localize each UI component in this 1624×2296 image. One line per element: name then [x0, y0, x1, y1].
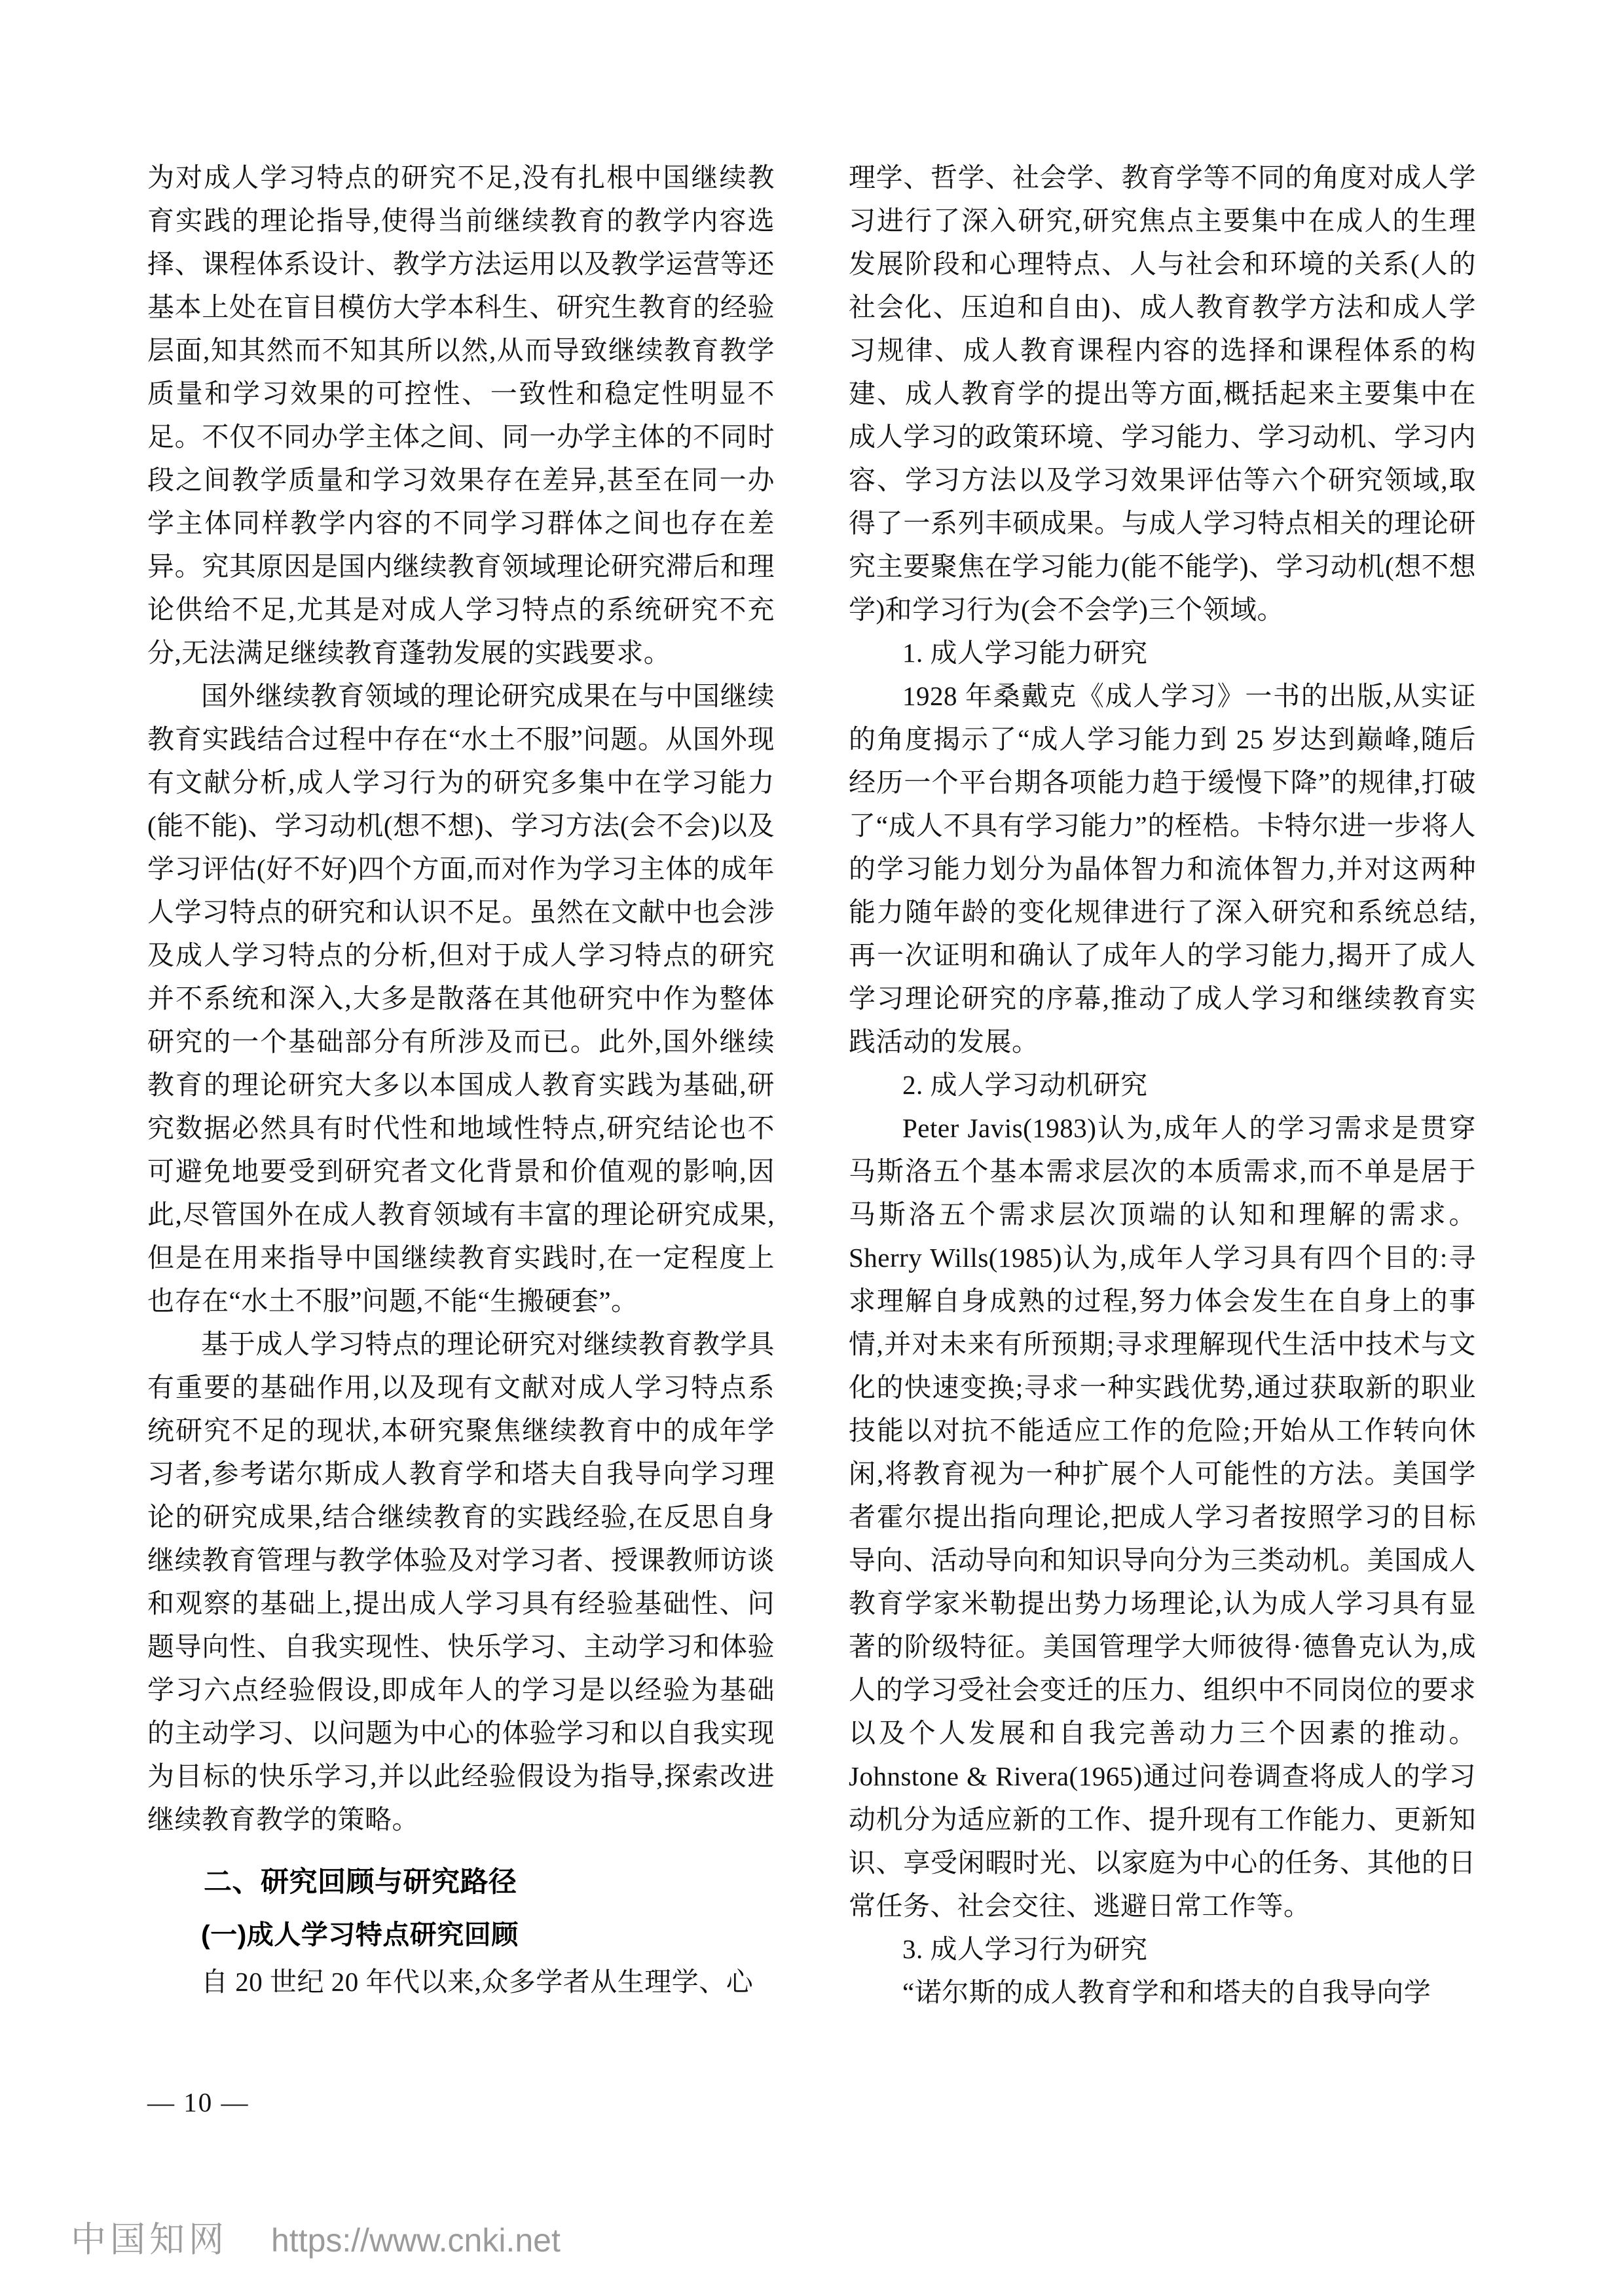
- page-number: — 10 —: [147, 2087, 249, 2117]
- paragraph: 1928 年桑戴克《成人学习》一书的出版,从实证的角度揭示了“成人学习能力到 25 岁达到巅峰,随后经历一个平台期各项能力趋于缓慢下降”的规律,打破了“成人不具有学习能力”的桎梏。卡特尔进一步将人的学习能力划分为晶体智力和流体智力,并对这两种能力随年龄的变化规律进行了深入研究和系统总结,再一次证明和确认了成年人的学习能力,揭开了成人学习理论研究的序幕,推动了成人学习和继续教育实践活动的发展。: [849, 681, 1476, 1057]
- right-column: [849, 156, 1476, 2014]
- paragraph: Peter Javis(1983)认为,成年人的学习需求是贯穿马斯洛五个基本需求层次的本质需求,而不单是居于马斯洛五个需求层次顶端的认知和理解的需求。Sherry Wills(1985)认为,成年人学习具有四个目的:寻求理解自身成熟的过程,努力体会发生在自身上的事情,并对未来有所预期;寻求理解现代生活中技术与文化的快速变换;寻求一种实践优势,通过获取新的职业技能以对抗不能适应工作的危险;开始从工作转向休闲,将教育视为一种扩展个人可能性的方法。美国学者霍尔提出指向理论,把成人学习者按照学习的目标导向、活动导向和知识导向分为三类动机。美国成人教育学家米勒提出势力场理论,认为成人学习具有显著的阶级特征。美国管理学大师彼得·德鲁克认为,成人的学习受社会变迁的压力、组织中不同岗位的要求以及个人发展和自我完善动力三个因素的推动。Johnstone & Rivera(1965)通过问卷调查将成人的学习动机分为适应新的工作、提升现有工作能力、更新知识、享受闲暇时光、以家庭为中心的任务、其他的日常任务、社会交往、逃避日常工作等。: [849, 1113, 1476, 1921]
- paragraph-continuation: 为对成人学习特点的研究不足,没有扎根中国继续教育实践的理论指导,使得当前继续教育的教学内容选择、课程体系设计、教学方法运用以及教学运营等还基本上处在盲目模仿大学本科生、研究生教育的经验层面,知其然而不知其所以然,从而导致继续教育教学质量和学习效果的可控性、一致性和稳定性明显不足。不仅不同办学主体之间、同一办学主体的不同时段之间教学质量和学习效果存在差异,甚至在同一办学主体同样教学内容的不同学习群体之间也存在差异。究其原因是国内继续教育领域理论研究滞后和理论供给不足,尤其是对成人学习特点的系统研究不充分,无法满足继续教育蓬勃发展的实践要求。: [147, 162, 775, 668]
- numbered-subheading: 2. 成人学习动机研究: [902, 1070, 1148, 1100]
- paragraph: 自 20 世纪 20 年代以来,众多学者从生理学、心: [201, 1967, 754, 1997]
- section-heading: 二、研究回顾与研究路径: [204, 1867, 517, 1898]
- cnki-url-text: https://www.cnki.net: [271, 2222, 561, 2259]
- paragraph-continuation: 理学、哲学、社会学、教育学等不同的角度对成人学习进行了深入研究,研究焦点主要集中在成人的生理发展阶段和心理特点、人与社会和环境的关系(人的社会化、压迫和自由)、成人教育教学方法和成人学习规律、成人教育课程内容的选择和课程体系的构建、成人教育学的提出等方面,概括起来主要集中在成人学习的政策环境、学习能力、学习动机、学习内容、学习方法以及学习效果评估等六个研究领域,取得了一系列丰硕成果。与成人学习特点相关的理论研究主要聚焦在学习能力(能不能学)、学习动机(想不想学)和学习行为(会不会学)三个领域。: [849, 162, 1476, 625]
- footer-watermark: [71, 2212, 561, 2262]
- paragraph: 国外继续教育领域的理论研究成果在与中国继续教育实践结合过程中存在“水土不服”问题。从国外现有文献分析,成人学习行为的研究多集中在学习能力(能不能)、学习动机(想不想)、学习方法(会不会)以及学习评估(好不好)四个方面,而对作为学习主体的成年人学习特点的研究和认识不足。虽然在文献中也会涉及成人学习特点的分析,但对于成人学习特点的研究并不系统和深入,大多是散落在其他研究中作为整体研究的一个基础部分有所涉及而已。此外,国外继续教育的理论研究大多以本国成人教育实践为基础,研究数据必然具有时代性和地域性特点,研究结论也不可避免地要受到研究者文化背景和价值观的影响,因此,尽管国外在成人教育领域有丰富的理论研究成果,但是在用来指导中国继续教育实践时,在一定程度上也存在“水土不服”问题,不能“生搬硬套”。: [147, 681, 775, 1316]
- cnki-brand-text: 中国知网: [71, 2220, 228, 2259]
- paragraph: “诺尔斯的成人教育学和和塔夫的自我导向学: [902, 1977, 1431, 2007]
- numbered-subheading: 1. 成人学习能力研究: [902, 638, 1148, 668]
- left-column: [147, 156, 775, 2003]
- numbered-subheading: 3. 成人学习行为研究: [902, 1934, 1148, 1964]
- subsection-heading: (一)成人学习特点研究回顾: [201, 1920, 519, 1950]
- paragraph: 基于成人学习特点的理论研究对继续教育教学具有重要的基础作用,以及现有文献对成人学习特点系统研究不足的现状,本研究聚焦继续教育中的成年学习者,参考诺尔斯成人教育学和塔夫自我导向学习理论的研究成果,结合继续教育的实践经验,在反思自身继续教育管理与教学体验及对学习者、授课教师访谈和观察的基础上,提出成人学习具有经验基础性、问题导向性、自我实现性、快乐学习、主动学习和体验学习六点经验假设,即成年人的学习是以经验为基础的主动学习、以问题为中心的体验学习和以自我实现为目标的快乐学习,并以此经验假设为指导,探索改进继续教育教学的策略。: [147, 1329, 775, 1834]
